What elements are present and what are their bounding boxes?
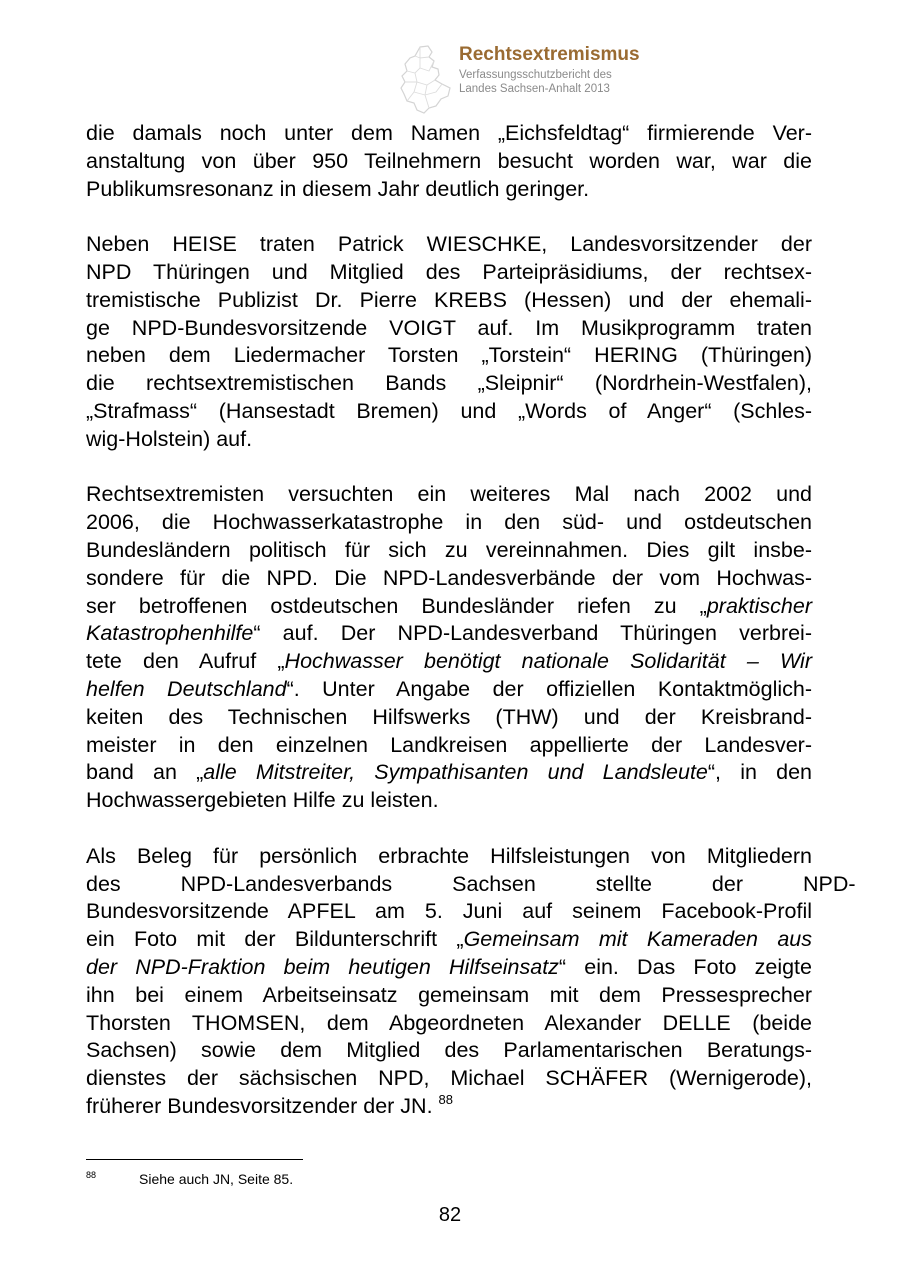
text-segment: “. Unter Angabe der offiziellen Kontaktmöglich-: [286, 676, 812, 701]
text-line: [86, 759, 812, 787]
text-line: meister in den einzelnen Landkreisen appellierte der Landesver-: [86, 732, 812, 757]
text-line: Bundesvorsitzende APFEL am 5. Juni auf seinem Facebook-Profil: [86, 899, 812, 924]
text-segment: früherer Bundesvorsitzender der JN.: [86, 1093, 433, 1118]
text-line: Neben HEISE traten Patrick WIESCHKE, Landesvorsitzender der: [86, 232, 812, 257]
text-line: Bundesländern politisch für sich zu vereinnahmen. Dies gilt insbe-: [86, 537, 812, 562]
text-line: [86, 620, 812, 648]
quoted-text: helfen Deutschland: [86, 676, 287, 701]
text-line: ihn bei einem Arbeitseinsatz gemeinsam mit dem Pressesprecher: [86, 982, 812, 1007]
page-header: [398, 42, 718, 114]
quoted-text: Hochwasser benötigt nationale Solidarität – Wir: [284, 649, 812, 674]
paragraph-3: [86, 481, 812, 815]
text-line: [86, 593, 812, 621]
text-line: Hochwassergebieten Hilfe zu leisten.: [86, 788, 439, 813]
text-line: [86, 648, 812, 676]
text-line: des NPD-Landesverbands Sachsen stellte der NPD-: [86, 871, 856, 896]
text-line: Thorsten THOMSEN, dem Abgeordneten Alexander DELLE (beide: [86, 1010, 812, 1035]
text-line: Rechtsextremisten versuchten ein weiteres Mal nach 2002 und: [86, 482, 812, 507]
paragraph-2: [86, 231, 812, 453]
footnote-text: Siehe auch JN, Seite 85.: [139, 1171, 294, 1187]
text-segment: band an „: [86, 760, 204, 785]
header-title: Rechtsextremismus: [459, 44, 640, 65]
text-line: die damals noch unter dem Namen „Eichsfeldtag“ firmierende Ver-: [86, 121, 812, 145]
text-segment: “ ein. Das Foto zeigte: [558, 954, 812, 979]
text-line: neben dem Liedermacher Torsten „Torstein“ HERING (Thüringen): [86, 343, 812, 368]
text-line: tremistische Publizist Dr. Pierre KREBS (Hessen) und der ehemali-: [86, 287, 812, 312]
text-line: NPD Thüringen und Mitglied des Parteipräsidiums, der rechtsex-: [86, 259, 812, 284]
text-line: [86, 1093, 812, 1121]
quoted-text: Gemeinsam mit Kameraden aus: [463, 927, 813, 952]
paragraph-1: [86, 120, 812, 203]
text-line: die rechtsextremistischen Bands „Sleipnir“ (Nordrhein-Westfalen),: [86, 371, 812, 396]
text-segment: “, in den: [707, 760, 812, 785]
text-line: 2006, die Hochwasserkatastrophe in den süd- und ostdeutschen: [86, 510, 812, 535]
quoted-text: Katastrophenhilfe: [86, 621, 254, 646]
saxony-anhalt-map-outline-icon: [398, 44, 452, 114]
text-segment: “ auf. Der NPD-Landesverband Thüringen verbrei-: [253, 621, 812, 646]
text-line: [86, 676, 812, 704]
page-number: 82: [438, 1204, 462, 1226]
text-line: [86, 954, 812, 982]
text-line: [86, 926, 812, 954]
footnote-reference[interactable]: 88: [438, 1091, 454, 1107]
quoted-text: der NPD-Fraktion beim heutigen Hilfseinsatz: [86, 954, 559, 979]
text-line: keiten des Technischen Hilfswerks (THW) und der Kreisbrand-: [86, 704, 812, 729]
text-line: dienstes der sächsischen NPD, Michael SCHÄFER (Wernigerode),: [86, 1066, 812, 1091]
text-segment: tete den Aufruf „: [86, 649, 285, 674]
text-line: „Strafmass“ (Hansestadt Bremen) und „Words of Anger“ (Schles-: [86, 398, 812, 423]
footnote: [86, 1166, 293, 1188]
text-line: wig-Holstein) auf.: [86, 426, 253, 451]
header-subtitle-line-2: Landes Sachsen-Anhalt 2013: [459, 83, 610, 95]
footnote-number: 88: [86, 1170, 97, 1180]
text-line: anstaltung von über 950 Teilnehmern besucht worden war, war die: [86, 148, 812, 173]
text-line: Als Beleg für persönlich erbrachte Hilfsleistungen von Mitgliedern: [86, 843, 812, 868]
footnote-separator: [86, 1159, 303, 1160]
text-line: sondere für die NPD. Die NPD-Landesverbände der vom Hochwas-: [86, 565, 812, 590]
text-line: ge NPD-Bundesvorsitzende VOIGT auf. Im Musikprogramm traten: [86, 315, 812, 340]
text-segment: ein Foto mit der Bildunterschrift „: [86, 927, 464, 952]
header-subtitle-line-1: Verfassungsschutzbericht des: [459, 69, 612, 81]
text-line: Publikumsresonanz in diesem Jahr deutlich geringer.: [86, 176, 590, 201]
text-segment: ser betroffenen ostdeutschen Bundesländer riefen zu „: [86, 593, 707, 618]
paragraph-4: [86, 843, 856, 1121]
quoted-text: praktischer: [706, 593, 812, 618]
text-line: Sachsen) sowie dem Mitglied des Parlamentarischen Beratungs-: [86, 1038, 812, 1063]
quoted-text: alle Mitstreiter, Sympathisanten und Landsleute: [203, 760, 708, 785]
body-text: [86, 120, 856, 1121]
